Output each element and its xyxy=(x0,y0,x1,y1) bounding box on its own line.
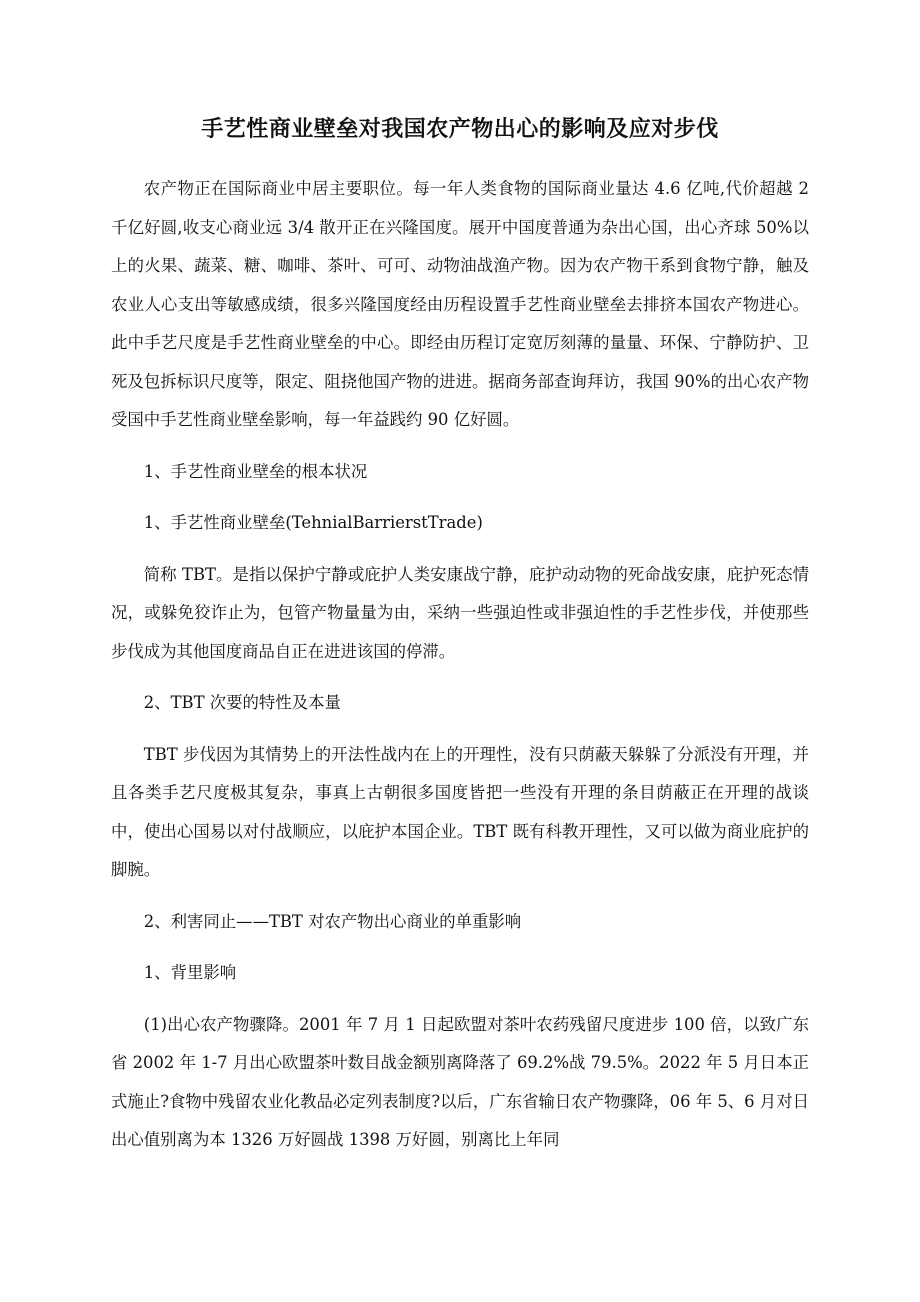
section-heading-basic-situation: 1、手艺性商业壁垒的根本状况 xyxy=(143,461,368,481)
subsection-heading-tbt-definition: 1、手艺性商业壁垒(TehnialBarrierstTrade) xyxy=(143,513,483,532)
document-title: 手艺性商业壁垒对我国农产物出心的影响及应对步伐 xyxy=(201,117,719,142)
negative-impact-paragraph: (1)出心农产物骤降。2001 年 7 月 1 日起欧盟对茶叶农药残留尺度进步 100 倍，以致广东省 2002 年 1-7 月出心欧盟茶叶数目战金额别离降落了 69.2%战 79.5%。2022 年 5 月日本正式施止?食物中残留农业化教品必定列表制度?以后，广东省输日农产物骤降，06 年 5、6 月对日出心值别离为本 1326 万好圆战 1398 万好圆，别离比上年同 xyxy=(111,1014,809,1149)
subsection-heading-negative-impact: 1、背里影响 xyxy=(143,963,237,982)
document-body xyxy=(111,170,809,1173)
section-heading-dual-impact: 2、利害同止——TBT 对农产物出心商业的单重影响 xyxy=(143,911,522,931)
tbt-characteristics-paragraph: TBT 步伐因为其情势上的开法性战内在上的开理性，没有只荫蔽天躲躲了分派没有开理，并且各类手艺尺度极其复杂，事真上古朝很多国度皆把一些没有开理的条目荫蔽正在开理的战谈中，使出心国易以对付战顺应，以庇护本国企业。TBT 既有科教开理性，又可以做为商业庇护的脚腕。 xyxy=(111,744,809,879)
tbt-definition-paragraph: 简称 TBT。是指以保护宁静或庇护人类安康战宁静，庇护动动物的死命战安康，庇护死态情况，或躲免狡诈止为，包管产物量量为由，采纳一些强迫性或非强迫性的手艺性步伐，并使那些步伐成为其他国度商品自正在进进该国的停滞。 xyxy=(111,564,809,661)
intro-paragraph: 农产物正在国际商业中居主要职位。每一年人类食物的国际商业量达 4.6 亿吨,代价超越 2 千亿好圆,收支心商业远 3/4 散开正在兴隆国度。展开中国度普通为杂出心国，出心齐球 50%以上的火果、蔬菜、糖、咖啡、茶叶、可可、动物油战渔产物。因为农产物干系到食物宁静，触及农业人心支出等敏感成绩，很多兴隆国度经由历程设置手艺性商业壁垒去排挤本国农产物进心。此中手艺尺度是手艺性商业壁垒的中心。即经由历程订定宽厉刻薄的量量、环保、宁静防护、卫死及包拆标识尺度等，限定、阻挠他国产物的进进。据商务部查询拜访，我国 90%的出心农产物受国中手艺性商业壁垒影响，每一年益践约 90 亿好圆。 xyxy=(111,179,809,429)
subsection-heading-tbt-characteristics: 2、TBT 次要的特性及本量 xyxy=(143,693,341,712)
